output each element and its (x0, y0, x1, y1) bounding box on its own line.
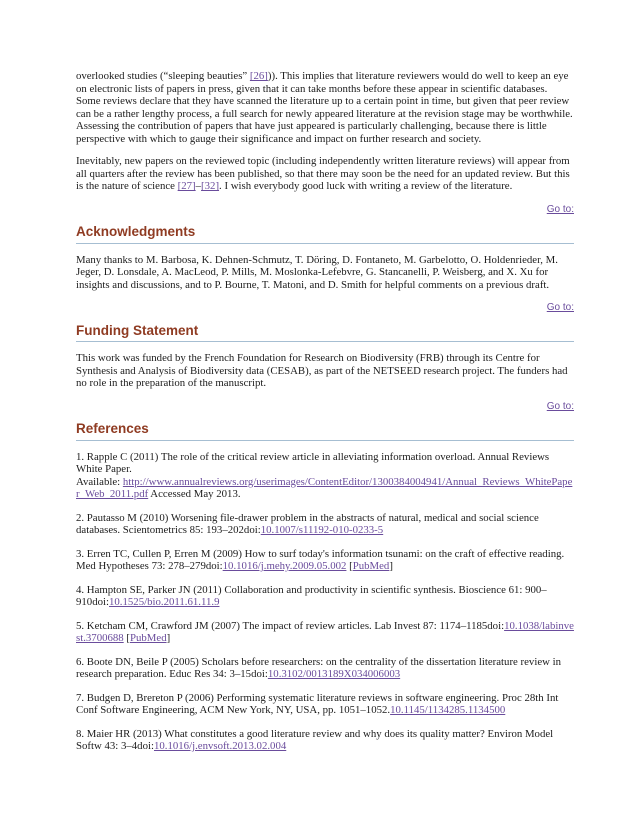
doi-link[interactable]: 10.1007/s11192-010-0233-5 (260, 524, 384, 536)
reference-item: 5. Ketcham CM, Crawford JM (2007) The impact of review articles. Lab Invest 87: 1174–1185doi:10.1038/labinvest.3700688 [PubMed] (76, 619, 574, 644)
citation-link-27[interactable]: [27] (177, 180, 196, 192)
funding-statement-paragraph: This work was funded by the French Foundation for Research on Biodiversity (FRB) through its Centre for Synthesis and Analysis of Biodiversity data (CESAB), as part of the NETSEED research project. The funders had no role in the preparation of the manuscript. (76, 352, 568, 389)
references-heading: References (76, 423, 574, 441)
reference-item: 1. Rapple C (2011) The role of the critical review article in alleviating information overload. Annual Reviews White Paper. Available: http://www.annualreviews.org/userimages/ContentEditor/1300384004941/Annual_Reviews_WhitePaper_Web_2011.pdf Accessed May 2013. (76, 450, 573, 500)
acknowledgments-paragraph: Many thanks to M. Barbosa, K. Dehnen-Schmutz, T. Döring, D. Fontaneto, M. Garbelotto, O. Holdenrieder, M. Jeger, D. Lonsdale, A. MacLeod, P. Mills, M. Moslonka-Lefebvre, G. Stancanelli, P. Weisberg, and X. Xu for insights and discussions, and to P. Bourne, T. Matoni, and D. Smith for helpful comments on a previous draft. (76, 253, 558, 291)
go-to-link[interactable]: Go to: (546, 203, 574, 215)
intro-paragraph-1: overlooked studies (“sleeping beauties” [26])). This implies that literature reviewers would do well to keep an eye on electronic lists of papers in press, given that it can take months before these appear in scientific databases. Some reviews declare that they have scanned the literature up to a certain point in time, but given that peer review can be a rather lengthy process, a full search for newly appeared literature at the revision stage may be worthwhile. Assessing the contribution of papers that have just appeared is particularly challenging, because there is little perspective with which to gauge their significance and impact on further research and society. (76, 70, 573, 145)
doi-link[interactable]: 10.1016/j.mehy.2009.05.002 (222, 560, 347, 572)
doi-link[interactable]: 10.1016/j.envsoft.2013.02.004 (153, 740, 287, 752)
doi-link[interactable]: 10.1525/bio.2011.61.11.9 (109, 596, 220, 608)
citation-link-26[interactable]: [26] (249, 70, 268, 82)
funding-statement-heading: Funding Statement (76, 325, 574, 343)
reference-item: 8. Maier HR (2013) What constitutes a good literature review and why does its quality matter? Environ Model Softw 43: 3–4doi:10.1016/j.envsoft.2013.02.004 (76, 727, 554, 752)
go-to-link[interactable]: Go to: (546, 302, 574, 313)
goto-row (76, 400, 574, 414)
reference-item: 7. Budgen D, Brereton P (2006) Performing systematic literature reviews in software engineering. Proc 28th Int Conf Software Engineering, ACM New York, NY, USA, pp. 1051–1052.10.1145/1134285.1134500 (76, 691, 559, 716)
reference-item: 3. Erren TC, Cullen P, Erren M (2009) How to surf today's information tsunami: on the craft of effective reading. Med Hypotheses 73: 278–279doi:10.1016/j.mehy.2009.05.002 [PubMed] (76, 547, 565, 572)
reference-item: 6. Boote DN, Beile P (2005) Scholars before researchers: on the centrality of the dissertation literature review in research preparation. Educ Res 34: 3–15doi:10.3102/0013189X034006003 (76, 655, 562, 680)
doi-link[interactable]: 10.1145/1134285.1134500 (390, 704, 506, 716)
article-body (76, 70, 574, 753)
doi-link[interactable]: 10.3102/0013189X034006003 (267, 668, 401, 680)
acknowledgments-heading: Acknowledgments (76, 226, 574, 244)
pubmed-link[interactable]: PubMed (130, 632, 167, 644)
reference-list (76, 451, 574, 753)
doi-link[interactable]: 10.1038/labinvest.3700688 (76, 619, 574, 644)
external-url-link[interactable]: http://www.annualreviews.org/userimages/ContentEditor/1300384004941/Annual_Reviews_WhitePaper_Web_2011.pdf (76, 475, 573, 500)
goto-row (76, 203, 574, 217)
intro-paragraph-2: Inevitably, new papers on the reviewed topic (including independently written literature reviews) will appear from all quarters after the review has been published, so that there may soon be the need for an updated review. But this is the nature of science [27]–[32]. I wish everybody good luck with writing a review of the literature. (76, 155, 570, 192)
citation-link-32[interactable]: [32] (201, 180, 220, 192)
go-to-link[interactable]: Go to: (546, 400, 574, 412)
reference-item: 2. Pautasso M (2010) Worsening file-drawer problem in the abstracts of natural, medical and social science databases. Scientometrics 85: 193–202doi:10.1007/s11192-010-0233-5 (76, 511, 539, 536)
reference-item: 4. Hampton SE, Parker JN (2011) Collaboration and productivity in scientific synthesis. Bioscience 61: 900–910doi:10.1525/bio.2011.61.11.9 (76, 583, 547, 608)
goto-row (76, 301, 574, 315)
pubmed-link[interactable]: PubMed (352, 560, 390, 572)
